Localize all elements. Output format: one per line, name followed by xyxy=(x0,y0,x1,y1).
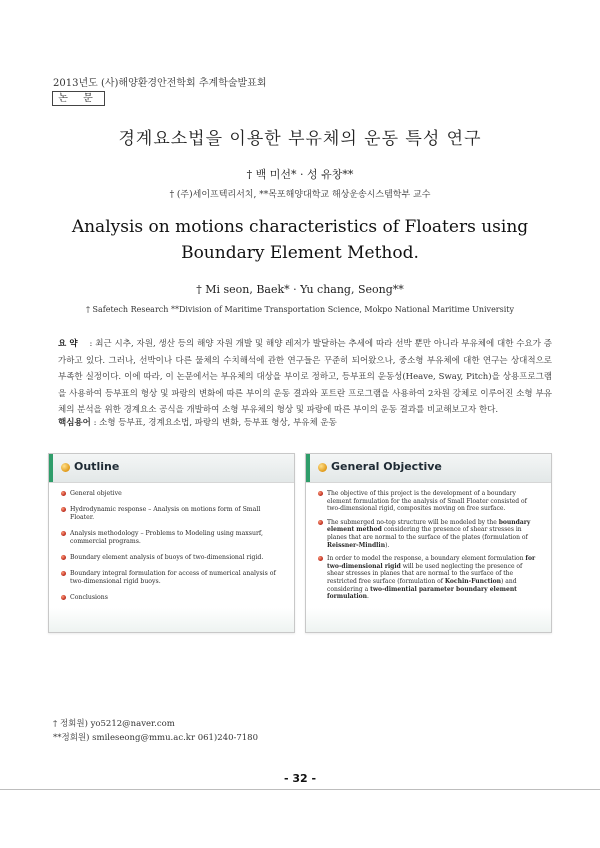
red-dot-icon xyxy=(318,556,323,561)
red-dot-icon xyxy=(318,491,323,496)
authors-english: † Mi seon, Baek* · Yu chang, Seong** xyxy=(196,283,404,296)
objective-text: . xyxy=(367,593,369,601)
objective-text: The submerged no-top structure will be modeled by the xyxy=(327,518,499,526)
list-item xyxy=(61,594,284,602)
red-dot-icon xyxy=(318,520,323,525)
page-number: - 32 - xyxy=(283,772,317,785)
objective-text: ). xyxy=(385,541,390,549)
objective-text: In order to model the response, a boundary element formulation xyxy=(327,555,526,563)
objective-paragraph-1: The objective of this project is the development of a boundary element formulation for the analysis of Small Floater consisted of two-dimensional rigid, composites moving on free surface. xyxy=(327,490,527,513)
keywords xyxy=(58,416,552,428)
abstract-label: 요 약 xyxy=(58,339,78,349)
keywords-text: : 소형 등부표, 경계요소법, 파랑의 변화, 등부표 형상, 부유체 운동 xyxy=(93,418,337,428)
slide-general-objective xyxy=(305,453,552,633)
footnote-1: † 정회원) yo5212@naver.com xyxy=(53,719,175,729)
outline-item-text: Analysis methodology – Problems to Modeling using maxsurf, commercial programs. xyxy=(70,530,263,545)
authors-korean: † 백 미선* · 성 유창** xyxy=(246,168,354,181)
slide-outline-title: Outline xyxy=(74,460,120,473)
red-dot-icon xyxy=(61,555,66,560)
red-dot-icon xyxy=(61,491,66,496)
outline-item-text: Boundary integral formulation for access of numerical analysis of two-dimensional rigid buoys. xyxy=(70,570,276,585)
slide-objective-title: General Objective xyxy=(331,460,442,473)
orange-dot-icon xyxy=(318,463,327,472)
objective-text: considering the presence of shear stresses in planes that are normal to the surface of the plates (formulation of xyxy=(327,526,528,541)
objective-bold-text: for two-dimensional rigid xyxy=(327,555,536,570)
slide-accent-bar xyxy=(49,454,53,482)
affiliation-english: † Safetech Research **Division of Maritime Transportation Science, Mokpo National Maritime University xyxy=(85,305,515,314)
slide-outline-list xyxy=(61,490,284,610)
slide-bottom-gradient xyxy=(49,608,294,632)
outline-item-text: Hydrodynamic response – Analysis on motions form of Small Floater. xyxy=(70,506,261,521)
red-dot-icon xyxy=(61,507,66,512)
list-item xyxy=(318,490,541,513)
objective-bold-text: boundary element method xyxy=(327,518,531,534)
list-item xyxy=(318,519,541,549)
paper-type-badge: 논 문 xyxy=(52,91,105,106)
red-dot-icon xyxy=(61,595,66,600)
bottom-divider xyxy=(0,789,600,790)
outline-item-text: General objetive xyxy=(70,490,122,497)
outline-item-text: Boundary element analysis of buoys of two-dimensional rigid. xyxy=(70,554,264,561)
red-dot-icon xyxy=(61,571,66,576)
list-item xyxy=(61,490,284,498)
orange-dot-icon xyxy=(61,463,70,472)
slide-outline xyxy=(48,453,295,633)
slide-accent-bar xyxy=(306,454,310,482)
affiliation-korean: † (주)세이프텍리서치, **목포해양대학교 해상운송시스템학부 교수 xyxy=(169,190,431,200)
objective-bold-text: Reissner-Mindlin xyxy=(327,541,386,549)
abstract-text: : 최근 시추, 자원, 생산 등의 해양 자원 개발 및 해양 레저가 발달하는 추세에 따라 선박 뿐만 아니라 부유체에 대한 수요가 증가하고 있다. 그러나, 선박이나 다른 물체의 수치해석에 관한 연구들은 꾸준히 되어왔으나, 중소형 부유체에 대한 연구는 상대적으로 부족한 실정이다. 이에 따라, 이 논문에서는 부유체의 대상을 부이로 정하고, 등부표의 운동성(Heave, Sway, Pitch)을 상용프로그램을 사용하여 등부표의 형상 및 파랑의 변화에 따른 부이의 운동 결과와 포트란 프로그램을 사용하여 2차원 강체로 이루어진 소형 부유체의 분석을 위한 경계요소 공식을 개발하여 소형 부유체의 형상 및 파랑에 따른 부이의 운동 결과를 비교해보고자 한다. xyxy=(58,339,552,415)
objective-text: will be used neglecting the presence of shear stresses in planes that are normal to the surface of the restricted free surface (formulation of xyxy=(327,562,523,585)
list-item xyxy=(61,554,284,562)
list-item xyxy=(61,530,284,546)
footnote-2: **정회원) smileseong@mmu.ac.kr 061)240-7180 xyxy=(53,733,258,743)
list-item xyxy=(61,506,284,522)
objective-text: ) and considering a xyxy=(327,577,517,593)
red-dot-icon xyxy=(61,531,66,536)
title-english xyxy=(0,214,600,266)
objective-bold-text: Kochin-Function xyxy=(444,577,502,585)
abstract xyxy=(58,336,552,419)
title-english-line1: Analysis on motions characteristics of Floaters using xyxy=(71,217,529,237)
outline-item-text: Conclusions xyxy=(70,594,108,601)
title-english-line2: Boundary Element Method. xyxy=(181,243,419,263)
slide-objective-list xyxy=(318,490,541,607)
objective-bold-text: two-dimential parameter boundary element formulation xyxy=(327,585,517,601)
slide-bottom-gradient xyxy=(306,608,551,632)
list-item xyxy=(318,555,541,601)
list-item xyxy=(61,570,284,586)
title-korean: 경계요소법을 이용한 부유체의 운동 특성 연구 xyxy=(118,129,482,149)
keywords-label: 핵심용어 xyxy=(58,418,91,428)
conference-header: 2013년도 (사)해양환경안전학회 추계학술발표회 xyxy=(53,78,267,89)
